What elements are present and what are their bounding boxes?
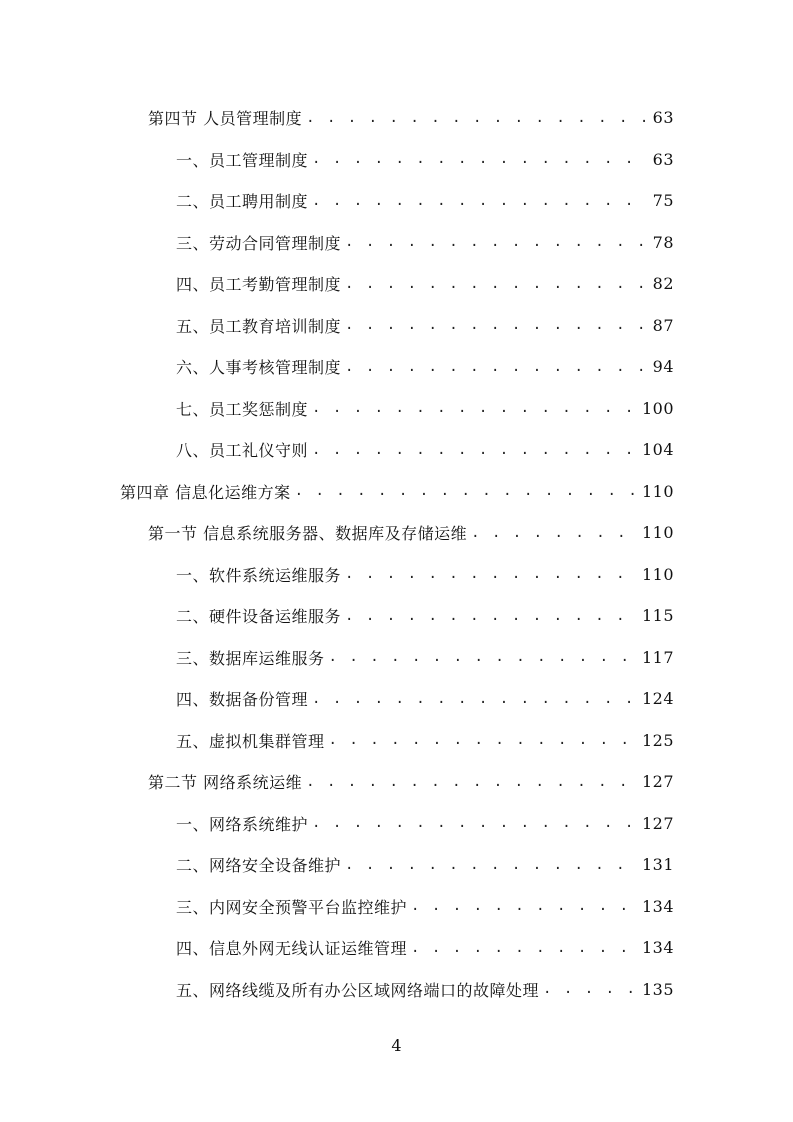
toc-entry-page: 110 [641,564,674,584]
dot-leader [543,981,636,997]
toc-entry-title: 四、数据备份管理 [176,690,309,710]
toc-entry-title: 一、软件系统运维服务 [176,565,342,585]
dot-leader [312,193,647,209]
toc-entry-page: 75 [652,191,674,211]
toc-entry[interactable] [0,803,793,845]
toc-entry[interactable] [0,429,793,471]
toc-entry[interactable] [0,678,793,720]
toc-entry-title: 五、网络线缆及所有办公区域网络端口的故障处理 [176,980,540,1000]
toc-entry-title: 五、虚拟机集群管理 [176,731,325,751]
toc-entry-title: 六、人事考核管理制度 [176,358,342,378]
toc-entry[interactable] [0,471,793,513]
toc-entry[interactable] [0,139,793,181]
toc-entry-page: 124 [641,689,674,709]
dot-leader [312,151,647,167]
dot-leader [345,234,647,250]
toc-entry-title: 三、内网安全预警平台监控维护 [176,897,408,917]
toc-entry-title: 一、员工管理制度 [176,150,309,170]
dot-leader [329,649,636,665]
dot-leader [471,525,636,541]
toc-entry[interactable] [0,346,793,388]
toc-entry-title: 二、员工聘用制度 [176,192,309,212]
toc-entry[interactable] [0,969,793,1011]
toc-entry-page: 135 [641,979,674,999]
toc-entry-title: 第二节 网络系统运维 [148,773,303,793]
dot-leader [345,359,647,375]
toc-entry[interactable] [0,222,793,264]
toc-entry-title: 第一节 信息系统服务器、数据库及存储运维 [148,524,468,544]
toc-entry-page: 63 [652,149,674,169]
dot-leader [312,442,636,458]
toc-entry-page: 117 [641,647,674,667]
toc-entry-page: 125 [641,730,674,750]
toc-entry-title: 五、员工教育培训制度 [176,316,342,336]
toc-entry-page: 94 [652,357,674,377]
toc-entry[interactable] [0,886,793,928]
toc-entry[interactable] [0,180,793,222]
toc-entry-page: 100 [641,398,674,418]
toc-entry-page: 134 [641,938,674,958]
dot-leader [345,608,636,624]
toc-entry-title: 一、网络系统维护 [176,814,309,834]
dot-leader [329,732,636,748]
toc-entry-title: 二、硬件设备运维服务 [176,607,342,627]
toc-entry-title: 七、员工奖惩制度 [176,399,309,419]
toc-entry[interactable] [0,97,793,139]
toc-entry[interactable] [0,554,793,596]
toc-entry-page: 115 [641,606,674,626]
toc-entry[interactable] [0,512,793,554]
toc-entry-page: 127 [641,813,674,833]
toc-entry-title: 四、信息外网无线认证运维管理 [176,939,408,959]
toc-entry[interactable] [0,305,793,347]
dot-leader [312,815,636,831]
toc-entry-page: 63 [652,108,674,128]
toc-entry-page: 104 [641,440,674,460]
toc-entry[interactable] [0,720,793,762]
toc-entry[interactable] [0,388,793,430]
dot-leader [312,400,636,416]
toc-entry[interactable] [0,263,793,305]
dot-leader [345,276,647,292]
dot-leader [411,898,636,914]
toc-entry-page: 134 [641,896,674,916]
toc-entry-title: 第四章 信息化运维方案 [120,482,291,502]
toc-entry[interactable] [0,761,793,803]
toc-entry-title: 第四节 人员管理制度 [148,109,303,129]
dot-leader [345,317,647,333]
toc-entry-page: 78 [652,232,674,252]
toc-entry-page: 110 [641,481,674,501]
table-of-contents [0,97,793,1010]
dot-leader [411,940,636,956]
dot-leader [306,110,647,126]
toc-entry-page: 127 [641,772,674,792]
dot-leader [345,566,636,582]
toc-entry[interactable] [0,595,793,637]
dot-leader [306,774,636,790]
dot-leader [295,483,636,499]
toc-entry[interactable] [0,927,793,969]
toc-entry-title: 三、劳动合同管理制度 [176,233,342,253]
toc-entry-title: 八、员工礼仪守则 [176,441,309,461]
dot-leader [345,857,636,873]
page-number: 4 [391,1036,402,1055]
toc-entry[interactable] [0,637,793,679]
toc-entry-title: 四、员工考勤管理制度 [176,275,342,295]
toc-entry-title: 二、网络安全设备维护 [176,856,342,876]
toc-entry-page: 110 [641,523,674,543]
toc-entry[interactable] [0,844,793,886]
dot-leader [312,691,636,707]
toc-entry-page: 131 [641,855,674,875]
toc-entry-page: 87 [652,315,674,335]
toc-entry-page: 82 [652,274,674,294]
toc-entry-title: 三、数据库运维服务 [176,648,325,668]
